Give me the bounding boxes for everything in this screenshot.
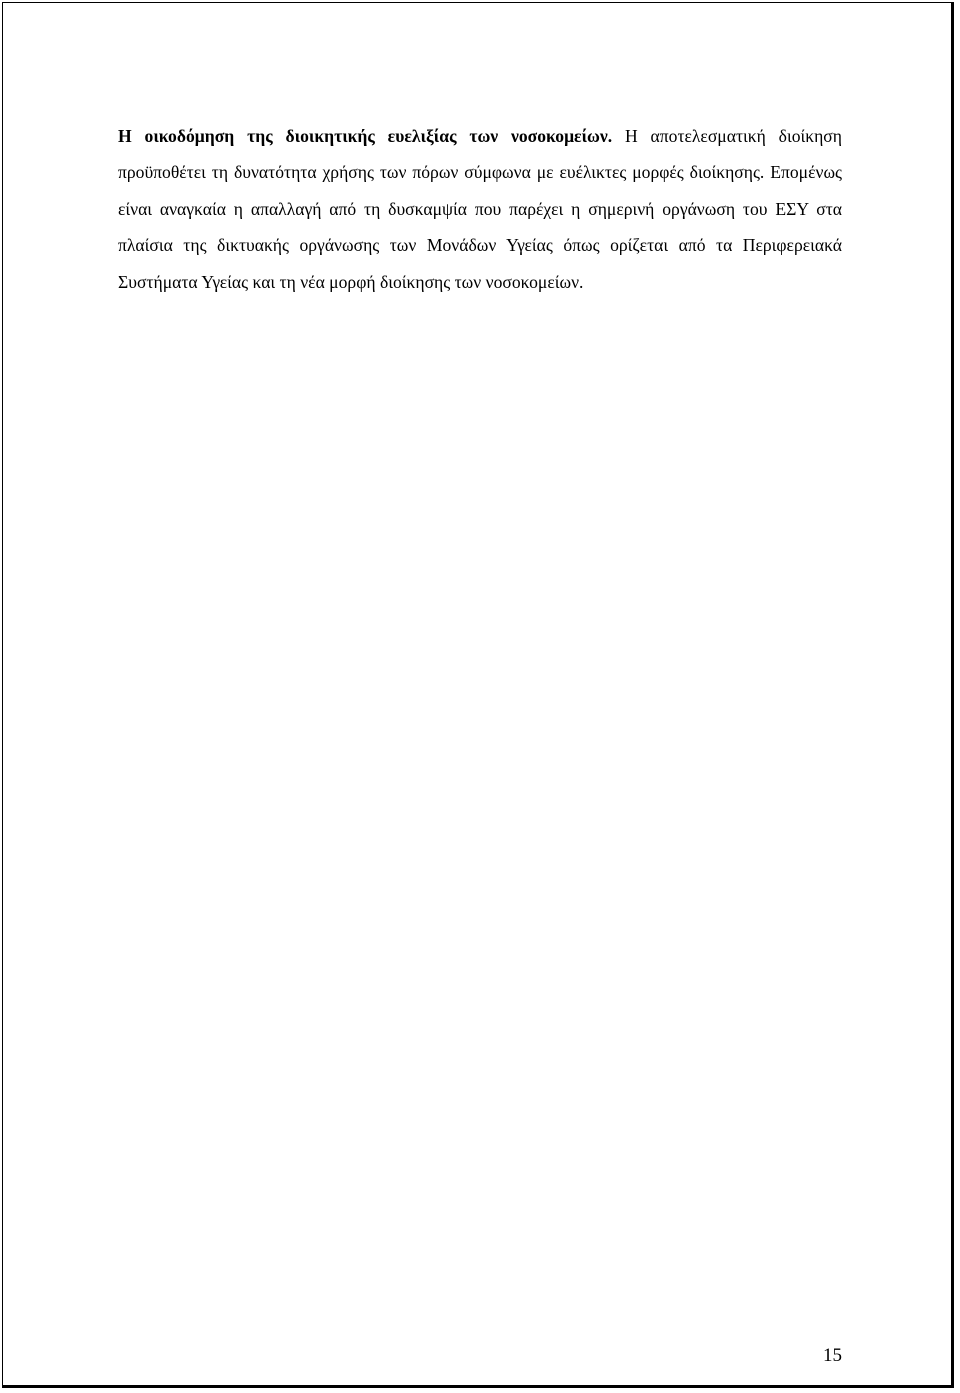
paragraph-body: Η αποτελεσματική διοίκηση προϋποθέτει τη δυνατότητα χρήσης των πόρων σύμφωνα με ευέλικτες μορφές διοίκησης. Επομένως είναι αναγκαία η απαλλαγή από τη δυσκαμψία που παρέχει η σημερινή οργάνωση του ΕΣΥ στα πλαίσια της δικτυακής οργάνωσης των Μονάδων Υγείας όπως ορίζεται από τα Περιφερειακά Συστήματα Υγείας και τη νέα μορφή διοίκησης των νοσοκομείων.	[118, 126, 842, 292]
page-number: 15	[823, 1345, 842, 1366]
body-paragraph	[118, 118, 842, 300]
paragraph-heading: Η οικοδόμηση της διοικητικής ευελιξίας των νοσοκομείων.	[118, 126, 613, 146]
